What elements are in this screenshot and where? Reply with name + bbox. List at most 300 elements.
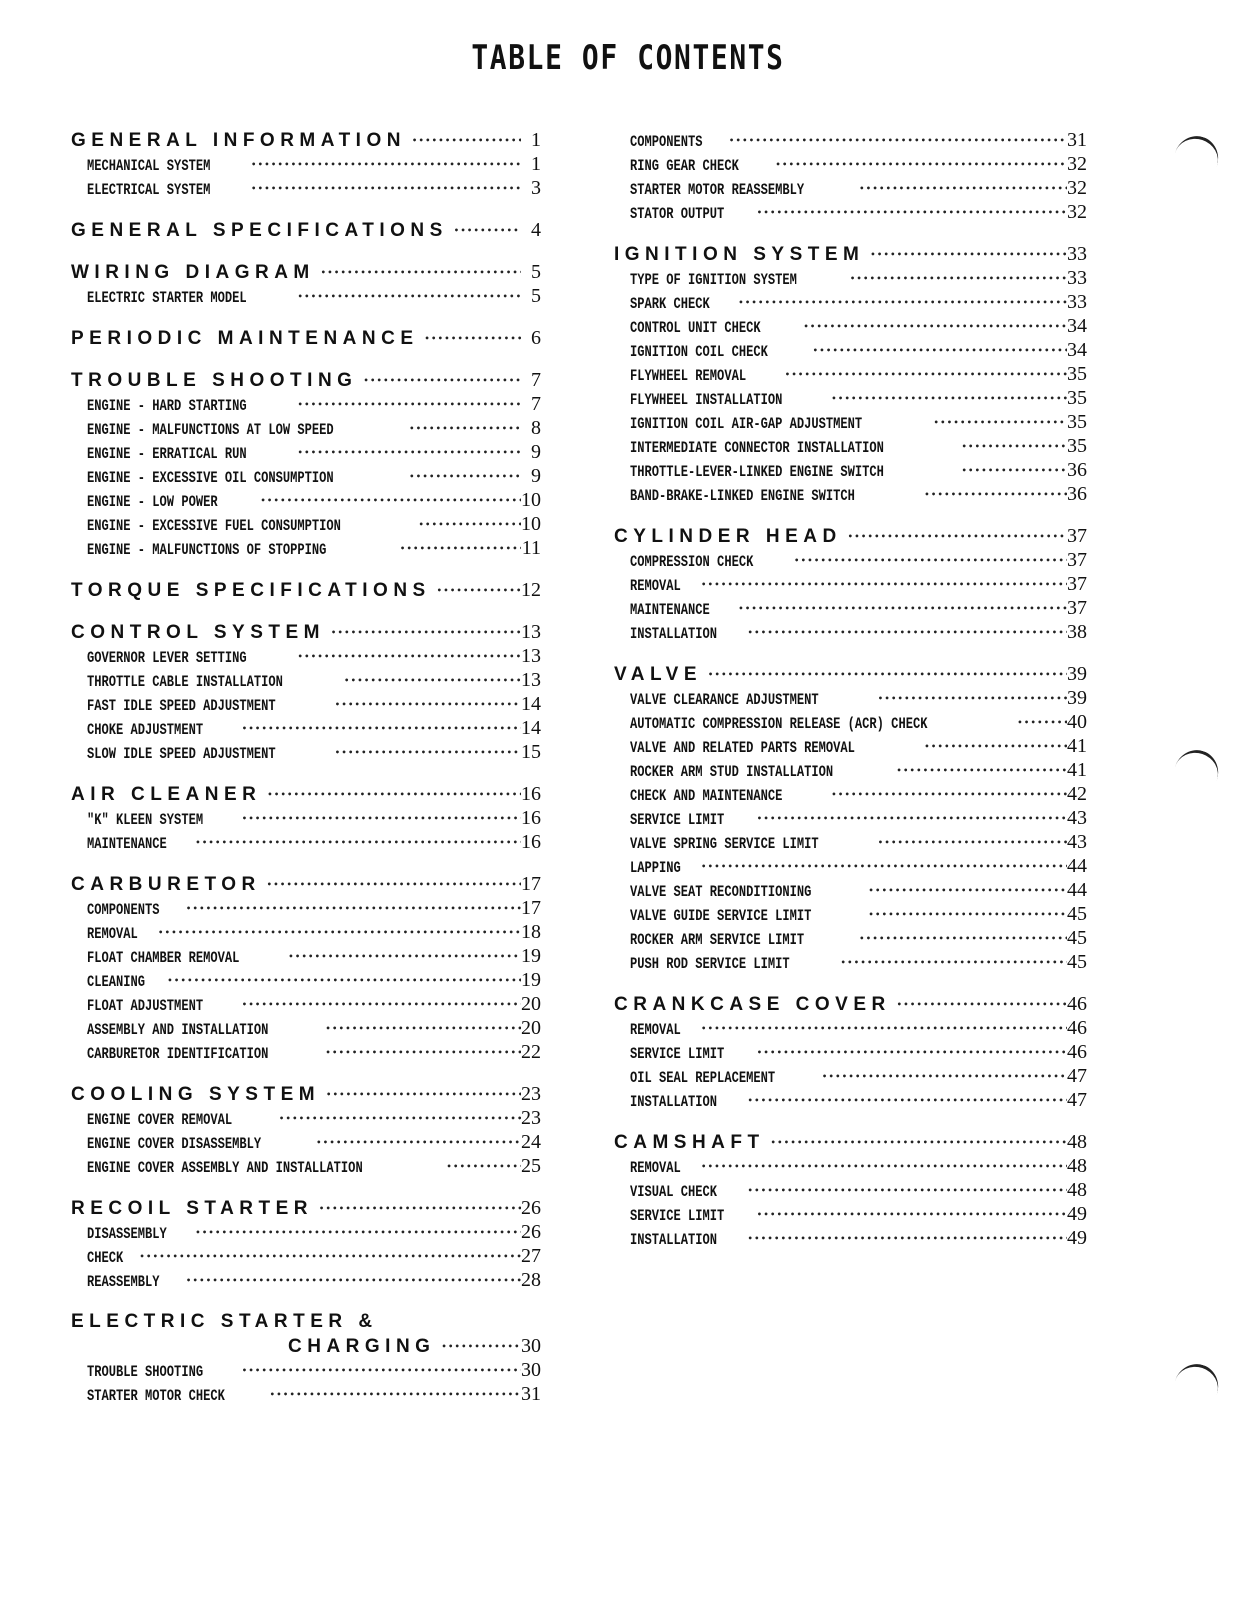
toc-entry — [71, 417, 541, 441]
toc-entry — [614, 783, 1087, 807]
section-heading-label: WIRING DIAGRAM — [71, 262, 315, 283]
dot-leader — [292, 292, 521, 301]
toc-entry — [614, 459, 1087, 483]
dot-leader — [751, 814, 1067, 823]
toc-entry — [71, 993, 541, 1017]
page-number: 3 — [531, 177, 541, 199]
section-heading — [71, 783, 541, 807]
dot-leader — [702, 670, 1067, 679]
toc-entry-label: ENGINE COVER REMOVAL — [87, 1111, 233, 1129]
section-heading — [614, 243, 1087, 267]
page-number: 18 — [521, 921, 541, 943]
toc-entry-label: VALVE AND RELATED PARTS REMOVAL — [630, 739, 855, 757]
dot-leader — [161, 976, 521, 985]
toc-entry-label: COMPONENTS — [630, 133, 703, 151]
toc-entry-label: TYPE OF IGNITION SYSTEM — [630, 271, 797, 289]
page-number: 8 — [531, 417, 541, 439]
page-number: 14 — [521, 693, 541, 715]
page-number: 31 — [1067, 129, 1087, 151]
toc-entry — [614, 573, 1087, 597]
page-number: 39 — [1067, 663, 1087, 685]
toc-entry — [614, 339, 1087, 363]
page-number: 16 — [521, 783, 541, 805]
toc-entry — [614, 855, 1087, 879]
toc-entry-label: ENGINE - EXCESSIVE FUEL CONSUMPTION — [87, 517, 341, 535]
page-number: 32 — [1067, 153, 1087, 175]
toc-entry — [614, 411, 1087, 435]
toc-section — [71, 261, 541, 309]
page-number: 41 — [1067, 735, 1087, 757]
page-number: 15 — [521, 741, 541, 763]
page-number: 5 — [531, 285, 541, 307]
page-number: 49 — [1067, 1227, 1087, 1249]
dot-leader — [435, 1342, 521, 1351]
toc-entry-label: STARTER MOTOR CHECK — [87, 1387, 225, 1405]
page-number: 45 — [1067, 927, 1087, 949]
page-number: 6 — [531, 327, 541, 349]
section-heading — [71, 129, 541, 153]
toc-entry-label: LAPPING — [630, 859, 681, 877]
page-number: 25 — [521, 1155, 541, 1177]
page-number: 17 — [521, 897, 541, 919]
toc-entry-label: REMOVAL — [630, 1159, 681, 1177]
toc-section — [71, 621, 541, 765]
page-number: 23 — [521, 1083, 541, 1105]
dot-leader — [236, 1000, 521, 1009]
dot-leader — [292, 652, 521, 661]
toc-entry-label: FLOAT CHAMBER REMOVAL — [87, 949, 240, 967]
dot-leader — [180, 904, 521, 913]
section-heading-label: TROUBLE SHOOTING — [71, 370, 358, 391]
dot-leader — [872, 838, 1067, 847]
toc-entry-label: REMOVAL — [630, 1021, 681, 1039]
dot-leader — [732, 604, 1067, 613]
toc-entry — [614, 735, 1087, 759]
dot-leader — [797, 322, 1067, 331]
toc-entry — [614, 267, 1087, 291]
section-heading — [71, 1197, 541, 1221]
toc-section — [71, 129, 541, 201]
dot-leader — [863, 886, 1067, 895]
page-number: 10 — [521, 513, 541, 535]
section-heading-label: CAMSHAFT — [614, 1132, 765, 1153]
toc-entry-label: BAND-BRAKE-LINKED ENGINE SWITCH — [630, 487, 855, 505]
toc-entry-label: VISUAL CHECK — [630, 1183, 718, 1201]
toc-entry — [614, 807, 1087, 831]
toc-entry — [71, 1041, 541, 1065]
section-heading-label: COOLING SYSTEM — [71, 1084, 321, 1105]
toc-entry — [71, 1383, 541, 1407]
toc-entry — [71, 831, 541, 855]
dot-leader — [751, 1048, 1067, 1057]
section-heading-label: GENERAL SPECIFICATIONS — [71, 220, 448, 241]
toc-entry-label: COMPRESSION CHECK — [630, 553, 754, 571]
toc-right-column — [614, 129, 1087, 1269]
page-number: 45 — [1067, 951, 1087, 973]
toc-entry-label: MECHANICAL SYSTEM — [87, 157, 211, 175]
toc-entry-label: CHOKE ADJUSTMENT — [87, 721, 204, 739]
dot-leader — [742, 628, 1067, 637]
toc-entry — [614, 177, 1087, 201]
section-heading-label: PERIODIC MAINTENANCE — [71, 328, 419, 349]
dot-leader — [695, 580, 1067, 589]
page-number: 34 — [1067, 339, 1087, 361]
toc-entry — [71, 693, 541, 717]
toc-entry — [614, 951, 1087, 975]
page-number: 45 — [1067, 903, 1087, 925]
dot-leader — [816, 1072, 1067, 1081]
dot-leader — [236, 1366, 521, 1375]
dot-leader — [403, 424, 521, 433]
page-number: 19 — [521, 969, 541, 991]
toc-entry-label: REMOVAL — [87, 925, 138, 943]
toc-left-column — [71, 129, 541, 1425]
page-number: 11 — [521, 537, 541, 559]
dot-leader — [956, 442, 1067, 451]
page-number: 7 — [531, 393, 541, 415]
dot-leader — [357, 376, 521, 385]
toc-entry-label: ENGINE - MALFUNCTIONS AT LOW SPEED — [87, 421, 334, 439]
page-number: 35 — [1067, 435, 1087, 457]
toc-entry — [71, 1269, 541, 1293]
section-heading — [71, 873, 541, 897]
section-heading-label: CYLINDER HEAD — [614, 526, 842, 547]
page-number: 46 — [1067, 993, 1087, 1015]
toc-entry — [71, 897, 541, 921]
toc-section — [614, 243, 1087, 507]
section-heading-label: VALVE — [614, 664, 703, 685]
toc-entry-label: VALVE GUIDE SERVICE LIMIT — [630, 907, 812, 925]
page-number: 14 — [521, 717, 541, 739]
page-number: 32 — [1067, 177, 1087, 199]
page-number: 48 — [1067, 1155, 1087, 1177]
toc-entry-label: INSTALLATION — [630, 1093, 718, 1111]
toc-entry — [614, 1227, 1087, 1251]
page-number: 20 — [521, 1017, 541, 1039]
toc-entry-label: PUSH ROD SERVICE LIMIT — [630, 955, 790, 973]
page-number: 30 — [521, 1335, 541, 1357]
page-number: 30 — [521, 1359, 541, 1381]
toc-entry — [614, 1041, 1087, 1065]
page-number: 33 — [1067, 267, 1087, 289]
page-number: 48 — [1067, 1179, 1087, 1201]
toc-entry-label: THROTTLE CABLE INSTALLATION — [87, 673, 283, 691]
toc-entry-label: CLEANING — [87, 973, 146, 991]
page-number: 1 — [531, 153, 541, 175]
toc-section — [71, 579, 541, 603]
toc-entry-label: ROCKER ARM STUD INSTALLATION — [630, 763, 834, 781]
toc-entry-label: AUTOMATIC COMPRESSION RELEASE (ACR) CHECK — [630, 715, 928, 733]
dot-leader — [189, 1228, 521, 1237]
dot-leader — [320, 1024, 521, 1033]
dot-leader — [282, 952, 521, 961]
toc-entry-label: "K" KLEEN SYSTEM — [87, 811, 204, 829]
toc-entry — [71, 177, 541, 201]
toc-entry-label: DISASSEMBLY — [87, 1225, 167, 1243]
toc-entry-label: MAINTENANCE — [630, 601, 710, 619]
dot-leader — [779, 370, 1067, 379]
section-heading — [71, 1311, 541, 1335]
toc-section — [71, 1311, 541, 1407]
dot-leader — [844, 274, 1067, 283]
section-heading-label: IGNITION SYSTEM — [614, 244, 865, 265]
page-number: 35 — [1067, 363, 1087, 385]
section-heading — [614, 993, 1087, 1017]
page-number: 23 — [521, 1107, 541, 1129]
toc-entry-label: IGNITION COIL AIR-GAP ADJUSTMENT — [630, 415, 863, 433]
toc-entry-label: FAST IDLE SPEED ADJUSTMENT — [87, 697, 276, 715]
toc-entry — [71, 1131, 541, 1155]
page-number: 33 — [1067, 243, 1087, 265]
dot-leader — [292, 400, 521, 409]
toc-entry — [71, 513, 541, 537]
dot-leader — [261, 790, 521, 799]
toc-entry-label: COMPONENTS — [87, 901, 160, 919]
toc-entry-label: ENGINE - EXCESSIVE OIL CONSUMPTION — [87, 469, 334, 487]
toc-section — [614, 663, 1087, 975]
toc-entry — [71, 1245, 541, 1269]
page-number: 48 — [1067, 1131, 1087, 1153]
page-number: 27 — [521, 1245, 541, 1267]
dot-leader — [134, 1252, 521, 1261]
toc-entry-label: ENGINE - HARD STARTING — [87, 397, 247, 415]
toc-entry — [71, 1221, 541, 1245]
toc-entry — [614, 1203, 1087, 1227]
toc-entry — [614, 129, 1087, 153]
section-heading-label: TORQUE SPECIFICATIONS — [71, 580, 431, 601]
section-heading — [71, 579, 541, 603]
page-number: 26 — [521, 1221, 541, 1243]
toc-entry — [71, 945, 541, 969]
toc-entry — [71, 921, 541, 945]
toc-entry-label: SLOW IDLE SPEED ADJUSTMENT — [87, 745, 276, 763]
page-number: 13 — [521, 621, 541, 643]
dot-leader — [313, 1204, 521, 1213]
toc-entry — [71, 465, 541, 489]
dot-leader — [310, 1138, 521, 1147]
page-number: 42 — [1067, 783, 1087, 805]
section-heading — [71, 219, 541, 243]
toc-section — [71, 369, 541, 561]
toc-entry-label: INTERMEDIATE CONNECTOR INSTALLATION — [630, 439, 884, 457]
dot-leader — [918, 742, 1067, 751]
page-number: 28 — [521, 1269, 541, 1291]
dot-leader — [842, 532, 1067, 541]
dot-leader — [152, 928, 521, 937]
page-number: 41 — [1067, 759, 1087, 781]
dot-leader — [742, 1096, 1067, 1105]
dot-leader — [431, 586, 521, 595]
section-heading-label: ELECTRIC STARTER & — [71, 1311, 378, 1332]
toc-section — [71, 873, 541, 1065]
section-heading-continued-label: CHARGING — [288, 1336, 436, 1357]
toc-entry-label: VALVE CLEARANCE ADJUSTMENT — [630, 691, 819, 709]
toc-entry — [71, 537, 541, 561]
page-number: 9 — [531, 441, 541, 463]
toc-entry — [71, 717, 541, 741]
dot-leader — [273, 1114, 521, 1123]
toc-entry-label: CONTROL UNIT CHECK — [630, 319, 761, 337]
toc-section — [71, 1083, 541, 1179]
page-title: TABLE OF CONTENTS — [471, 38, 785, 78]
toc-entry-label: FLYWHEEL REMOVAL — [630, 367, 747, 385]
section-heading — [71, 1083, 541, 1107]
page-number: 47 — [1067, 1065, 1087, 1087]
toc-entry — [71, 1017, 541, 1041]
dot-leader — [864, 250, 1067, 259]
section-heading — [71, 261, 541, 285]
toc-entry — [614, 153, 1087, 177]
toc-entry-label: MAINTENANCE — [87, 835, 167, 853]
dot-leader — [853, 184, 1067, 193]
dot-leader — [419, 334, 521, 343]
page-number: 26 — [521, 1197, 541, 1219]
dot-leader — [329, 700, 521, 709]
section-heading — [614, 525, 1087, 549]
page-number: 33 — [1067, 291, 1087, 313]
page-number: 10 — [521, 489, 541, 511]
page-number: 34 — [1067, 315, 1087, 337]
section-heading-label: AIR CLEANER — [71, 784, 262, 805]
toc-entry-label: TROUBLE SHOOTING — [87, 1363, 204, 1381]
dot-leader — [325, 628, 521, 637]
toc-entry — [71, 1359, 541, 1383]
toc-entry — [614, 687, 1087, 711]
section-heading — [614, 663, 1087, 687]
dot-leader — [292, 448, 521, 457]
dot-leader — [853, 934, 1067, 943]
toc-entry — [614, 831, 1087, 855]
toc-entry — [614, 1065, 1087, 1089]
toc-entry-label: GOVERNOR LEVER SETTING — [87, 649, 247, 667]
toc-entry-label: ELECTRICAL SYSTEM — [87, 181, 211, 199]
dot-leader — [448, 226, 521, 235]
section-heading — [71, 369, 541, 393]
page-number: 44 — [1067, 879, 1087, 901]
page-number: 35 — [1067, 387, 1087, 409]
page-number: 1 — [531, 129, 541, 151]
toc-section — [71, 327, 541, 351]
dot-leader — [236, 724, 521, 733]
page-number: 36 — [1067, 483, 1087, 505]
toc-entry-label: ENGINE COVER ASSEMBLY AND INSTALLATION — [87, 1159, 363, 1177]
page-number: 43 — [1067, 807, 1087, 829]
dot-leader — [329, 748, 521, 757]
toc-entry — [614, 597, 1087, 621]
page-number: 16 — [521, 807, 541, 829]
dot-leader — [320, 1090, 521, 1099]
dot-leader — [236, 814, 521, 823]
toc-entry-label: ENGINE - ERRATICAL RUN — [87, 445, 247, 463]
section-heading-label: CRANKCASE COVER — [614, 994, 891, 1015]
page-number: 22 — [521, 1041, 541, 1063]
page-number: 20 — [521, 993, 541, 1015]
toc-entry — [71, 969, 541, 993]
toc-entry-label: THROTTLE-LEVER-LINKED ENGINE SWITCH — [630, 463, 884, 481]
dot-leader — [742, 1186, 1067, 1195]
page-number: 35 — [1067, 411, 1087, 433]
dot-leader — [928, 418, 1067, 427]
section-heading-continued — [71, 1335, 541, 1359]
toc-entry — [71, 441, 541, 465]
toc-entry — [614, 1089, 1087, 1113]
toc-section — [614, 525, 1087, 645]
toc-entry-label: CHECK AND MAINTENANCE — [630, 787, 783, 805]
page-number: 13 — [521, 645, 541, 667]
dot-leader — [1011, 718, 1067, 727]
page-number: 37 — [1067, 573, 1087, 595]
page-number: 46 — [1067, 1041, 1087, 1063]
page-number: 36 — [1067, 459, 1087, 481]
toc-entry — [614, 621, 1087, 645]
dot-leader — [315, 268, 521, 277]
toc-entry-label: ENGINE COVER DISASSEMBLY — [87, 1135, 262, 1153]
toc-entry — [614, 1155, 1087, 1179]
toc-entry — [614, 291, 1087, 315]
toc-entry — [71, 153, 541, 177]
toc-entry — [614, 1017, 1087, 1041]
binder-hole-mark — [1168, 1358, 1224, 1416]
toc-entry-label: FLOAT ADJUSTMENT — [87, 997, 204, 1015]
dot-leader — [742, 1234, 1067, 1243]
dot-leader — [788, 556, 1067, 565]
toc-entry-label: CARBURETOR IDENTIFICATION — [87, 1045, 269, 1063]
toc-entry-label: IGNITION COIL CHECK — [630, 343, 768, 361]
dot-leader — [180, 1276, 521, 1285]
toc-section — [614, 993, 1087, 1113]
toc-entry-label: ENGINE - MALFUNCTIONS OF STOPPING — [87, 541, 327, 559]
dot-leader — [807, 346, 1067, 355]
toc-entry — [614, 549, 1087, 573]
dot-leader — [825, 394, 1067, 403]
toc-entry — [614, 483, 1087, 507]
dot-leader — [403, 472, 521, 481]
toc-section — [71, 783, 541, 855]
toc-entry — [614, 315, 1087, 339]
toc-entry — [71, 285, 541, 309]
toc-entry — [71, 1155, 541, 1179]
toc-entry-label: STARTER MOTOR REASSEMBLY — [630, 181, 805, 199]
section-heading-label: GENERAL INFORMATION — [71, 130, 406, 151]
binder-hole-mark — [1168, 130, 1224, 188]
toc-entry-label: VALVE SEAT RECONDITIONING — [630, 883, 812, 901]
toc-entry-label: ENGINE - LOW POWER — [87, 493, 218, 511]
dot-leader — [765, 1138, 1067, 1147]
toc-entry-label: INSTALLATION — [630, 625, 718, 643]
section-heading-label: RECOIL STARTER — [71, 1198, 314, 1219]
section-heading — [71, 327, 541, 351]
page-number: 17 — [521, 873, 541, 895]
page-number: 40 — [1067, 711, 1087, 733]
dot-leader — [863, 910, 1067, 919]
dot-leader — [413, 520, 521, 529]
dot-leader — [338, 676, 521, 685]
page-number: 31 — [521, 1383, 541, 1405]
toc-entry — [614, 711, 1087, 735]
toc-entry-label: SERVICE LIMIT — [630, 1207, 725, 1225]
toc-entry — [71, 669, 541, 693]
dot-leader — [406, 136, 521, 145]
toc-entry-label: OIL SEAL REPLACEMENT — [630, 1069, 776, 1087]
page-number: 19 — [521, 945, 541, 967]
dot-leader — [695, 1024, 1067, 1033]
toc-entry — [614, 759, 1087, 783]
toc-entry — [614, 387, 1087, 411]
toc-entry-label: SERVICE LIMIT — [630, 811, 725, 829]
page-number: 37 — [1067, 597, 1087, 619]
dot-leader — [440, 1162, 521, 1171]
binder-hole-mark — [1168, 744, 1224, 802]
